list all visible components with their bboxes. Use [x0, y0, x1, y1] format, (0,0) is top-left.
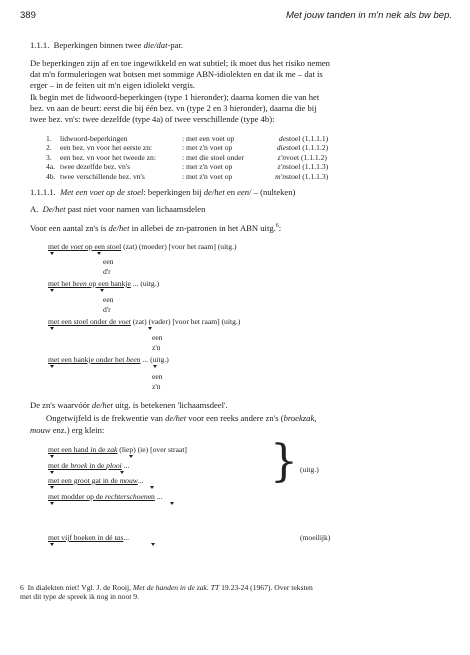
type-num: 2.	[46, 143, 52, 153]
tick-mark	[50, 486, 54, 489]
tick-mark	[50, 289, 54, 292]
intro-line: twee bez. vn's: twee dezelfde (type 4a) of twee verschillende (type 4b):	[30, 114, 275, 125]
type-num: 4b.	[46, 171, 56, 181]
type-list-row	[46, 153, 446, 162]
page-number: 389	[20, 10, 36, 21]
footnote	[20, 583, 455, 602]
type-list-row	[46, 162, 446, 171]
type-desc: een bez. vn voor het eerste zn:	[60, 143, 153, 153]
list2-item: met een hand in de zak (liep) (ie) [over straat]	[48, 445, 187, 454]
type-ref: voet (1.1.1.2)	[286, 152, 327, 162]
type-ref: stoel (1.1.1.3)	[286, 162, 329, 172]
type-example: : met een voet op	[182, 134, 235, 143]
type-num: 1.	[46, 134, 52, 143]
type-desc: twee dezelfde bez. vn's	[60, 162, 131, 172]
tick-mark	[170, 502, 174, 505]
alt-word: d'r	[103, 305, 111, 314]
type-ref: stoel (1.1.1.1)	[286, 134, 329, 143]
example-2: met het been op een bankje ... (uitg.)	[48, 279, 160, 288]
tick-mark	[120, 471, 124, 474]
mid-text-line: Ongetwijfeld is de frekwentie van de/het voor een reeks andere zn's (broekzak,	[46, 413, 317, 423]
tick-mark	[129, 455, 133, 458]
type-desc: lidwoord-beperkingen	[60, 134, 128, 143]
type-det: die	[276, 143, 286, 153]
type-det: m'n	[275, 171, 286, 181]
tick-mark	[50, 471, 54, 474]
footnote-line: 6 In dialekten niet! Vgl. J. de Rooij, Met de handen in de zak. TT 19.23-24 (1967). Over teksten	[20, 583, 313, 592]
voor-een-line: Voor een aantal zn's is de/het in allebei de zn-patronen in het ABN uitg.$^6$:	[30, 222, 282, 233]
tick-mark	[50, 327, 54, 330]
alt-word: d'r	[103, 267, 111, 276]
type-num: 4a.	[46, 162, 56, 172]
type-list-row	[46, 143, 446, 152]
intro-line: erger – in de feiten uit m'n eigen idiolekt vergis.	[30, 80, 195, 91]
type-num: 3.	[46, 152, 52, 162]
tick-mark	[97, 252, 101, 255]
running-title: Met jouw tanden in m'n nek als bw bep.	[285, 10, 452, 21]
intro-line: dat m'n formuleringen wat botsen met sommige ABN-idiolekten en dat ik me – dat is	[30, 69, 323, 80]
alt-word: z'n	[152, 343, 161, 352]
footnote-ref: 6	[275, 223, 279, 229]
intro-line: bez. vn aan de beurt: eerst die bij één bez. vn (type 2 en 3 hieronder), daarna die bij	[30, 102, 317, 113]
type-example: : met z'n voet op	[182, 143, 233, 153]
intro-line: Ik begin met de lidwoord-beperkingen (type 1 hieronder); daarna komen die van het	[30, 91, 320, 102]
type-ref: stoel (1.1.1.2)	[286, 143, 329, 153]
list2-last-label: (moeilijk)	[300, 533, 331, 542]
tick-mark	[100, 289, 104, 292]
type-list	[46, 134, 446, 181]
subsection-title: 1.1.1.1. Met een voet op de stoel: beperkingen bij de/het en een/ – (nulteken)	[30, 187, 296, 197]
list2-last-item: met vijf boeken in dé tas...	[48, 533, 130, 542]
mid-text-line: mouw enz.) erg klein:	[30, 425, 105, 435]
type-det: z'n	[277, 152, 286, 162]
alt-word: een	[103, 295, 114, 304]
tick-mark	[148, 327, 152, 330]
example-4: met een bankje onder het been ... (uitg.)	[48, 355, 169, 364]
type-desc: twee verschillende bez. vn's	[60, 171, 145, 181]
tick-mark	[50, 455, 54, 458]
example-3: met een stoel onder de voet (zat) (vader) [voor het raam] (uitg.)	[48, 317, 241, 326]
alt-word: een	[152, 372, 163, 381]
tick-mark	[153, 365, 157, 368]
subsection-a: A. De/het past niet voor namen van lichaamsdelen	[30, 204, 206, 214]
mid-text-line: De zn's waarvóór de/het uitg. is betekenen 'lichaamsdeel'.	[30, 400, 228, 410]
alt-word: z'n	[152, 382, 161, 391]
list2-item: met de broek in de plooi ...	[48, 461, 130, 470]
list2-item: met een groot gat in de mouw...	[48, 476, 144, 485]
intro-paragraph	[30, 58, 450, 125]
type-example: : met die stoel onder	[182, 152, 244, 162]
type-example: : met z'n voet op	[182, 162, 233, 172]
tick-mark	[151, 543, 155, 546]
type-det: de	[278, 134, 286, 143]
list2-item: met modder op de rechterschoenen ...	[48, 492, 163, 501]
tick-mark	[50, 543, 54, 546]
footnote-line: met dit type de spreek ik nog in noot 9.	[20, 592, 139, 602]
section-title: 1.1.1. Beperkingen binnen twee die/dat-par.	[30, 40, 183, 50]
type-desc: een bez. vn voor het tweede zn:	[60, 152, 156, 162]
tick-mark	[50, 502, 54, 505]
list2-label: (uitg.)	[300, 465, 319, 474]
type-example: : met z'n voet op	[182, 171, 233, 181]
alt-word: een	[103, 257, 114, 266]
type-list-row	[46, 172, 446, 181]
type-det: z'n	[277, 162, 286, 172]
tick-mark	[150, 486, 154, 489]
type-list-row	[46, 134, 446, 143]
brace-glyph: }	[270, 436, 298, 487]
tick-mark	[50, 365, 54, 368]
tick-mark	[50, 252, 54, 255]
type-ref: stoel (1.1.1.3)	[286, 171, 329, 181]
intro-line: De beperkingen zijn af en toe ingewikkeld en wat subtiel; ik moet dus het risiko nemen	[30, 58, 330, 68]
alt-word: een	[152, 333, 163, 342]
example-1: met de voet op een stoel (zat) (moeder) [voor het raam] (uitg.)	[48, 242, 237, 251]
